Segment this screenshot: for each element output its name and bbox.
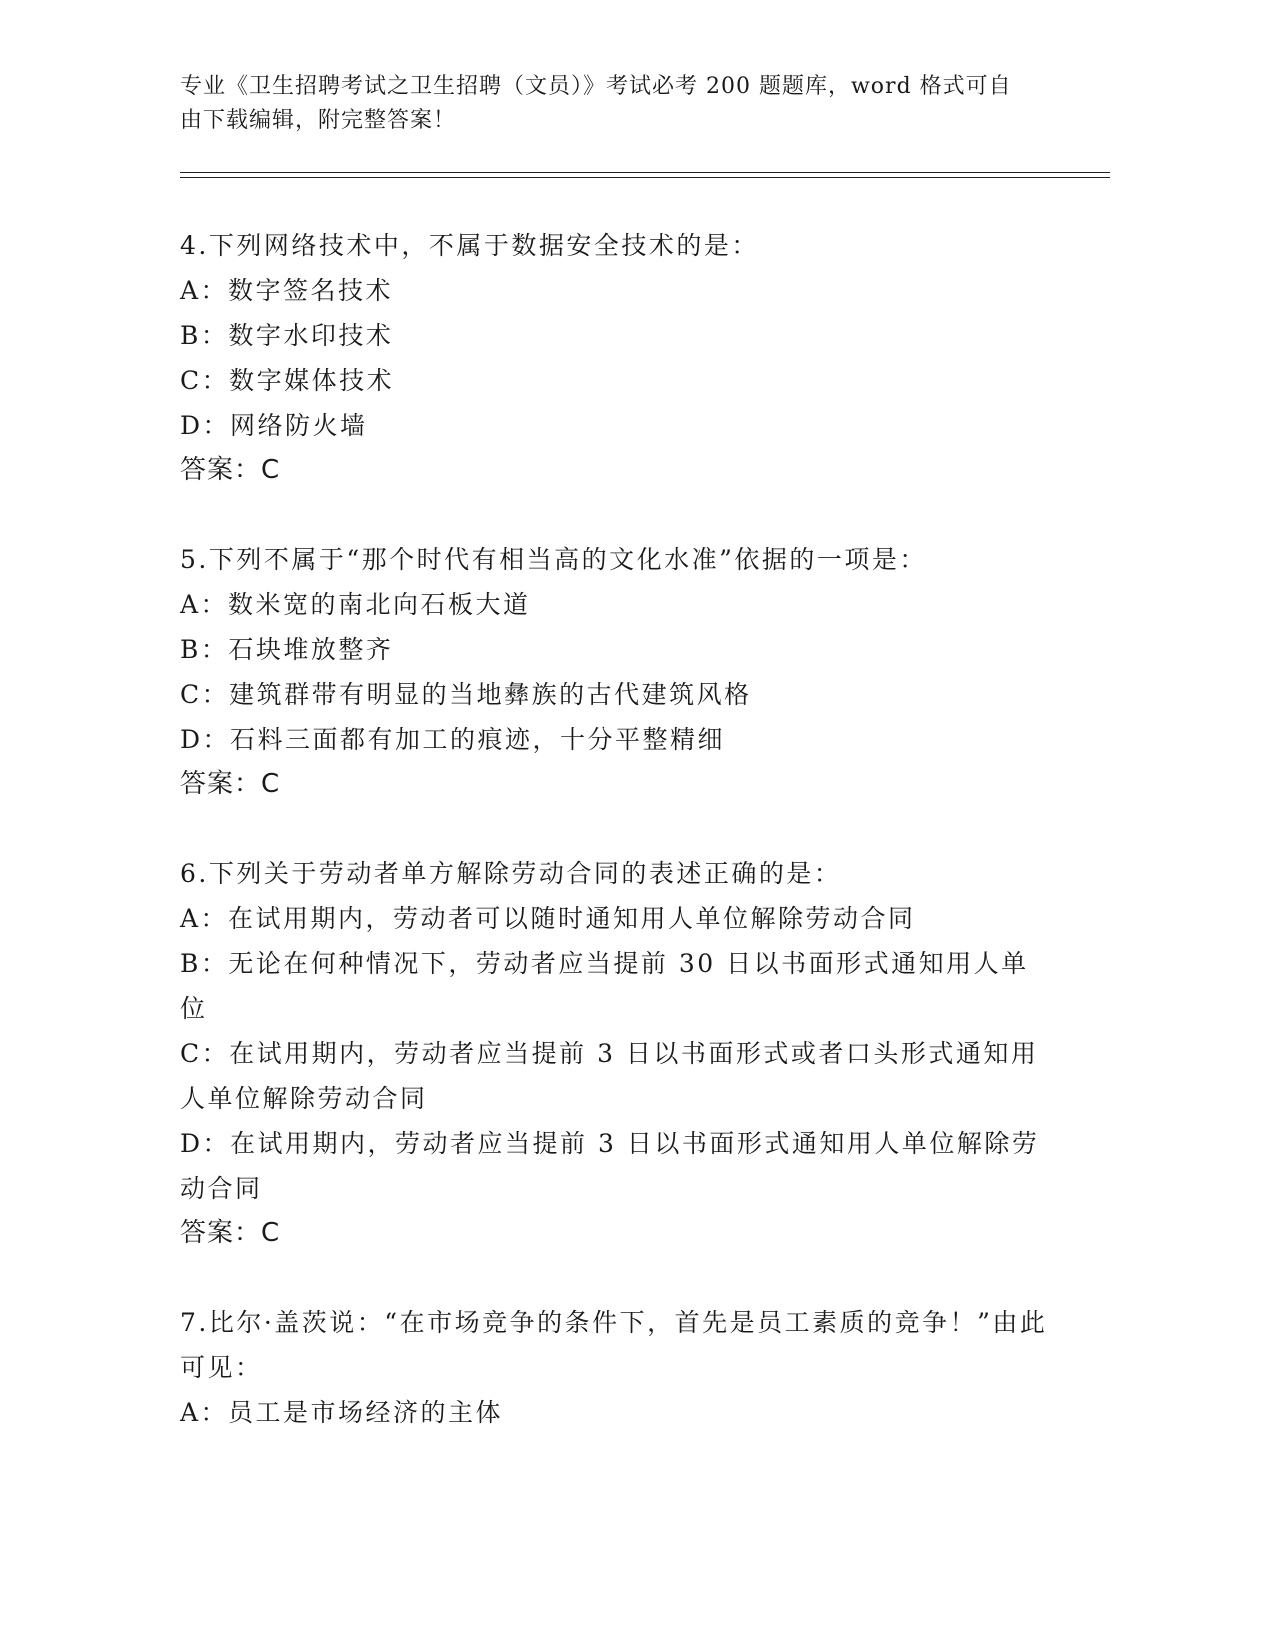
header-line-1: 专业《卫生招聘考试之卫生招聘（文员）》考试必考 200 题题库，word 格式可自 [180, 74, 1012, 99]
option-b: B：无论在何种情况下，劳动者应当提前 30 日以书面形式通知用人单位 [180, 949, 1029, 1023]
option-a: A：员工是市场经济的主体 [180, 1398, 504, 1427]
option-d: D：网络防火墙 [180, 411, 368, 440]
option-a: A：在试用期内，劳动者可以随时通知用人单位解除劳动合同 [180, 904, 916, 933]
option-d: D：石料三面都有加工的痕迹，十分平整精细 [180, 725, 726, 754]
question-list [180, 223, 1050, 1480]
header-divider-top [180, 172, 1110, 173]
answer-label: 答案：C [180, 1218, 281, 1248]
question-4 [180, 223, 1050, 492]
option-c: C：建筑群带有明显的当地彝族的古代建筑风格 [180, 680, 752, 709]
option-b: B：数字水印技术 [180, 321, 394, 350]
question-stem: 4.下列网络技术中，不属于数据安全技术的是： [180, 231, 759, 260]
question-stem: 7.比尔·盖茨说：“在市场竞争的条件下，首先是员工素质的竞争！”由此可见： [180, 1308, 1048, 1382]
question-stem: 6.下列关于劳动者单方解除劳动合同的表述正确的是： [180, 859, 842, 888]
question-5 [180, 537, 1050, 806]
option-d: D：在试用期内，劳动者应当提前 3 日以书面形式通知用人单位解除劳动合同 [180, 1129, 1040, 1203]
question-stem: 5.下列不属于“那个时代有相当高的文化水准”依据的一项是： [180, 545, 927, 574]
option-c: C：在试用期内，劳动者应当提前 3 日以书面形式或者口头形式通知用人单位解除劳动合同 [180, 1039, 1039, 1113]
option-b: B：石块堆放整齐 [180, 635, 394, 664]
header-divider-bottom [180, 177, 1110, 178]
question-7 [180, 1300, 1050, 1435]
option-a: A：数字签名技术 [180, 276, 394, 305]
answer-label: 答案：C [180, 769, 281, 799]
option-a: A：数米宽的南北向石板大道 [180, 590, 531, 619]
option-c: C：数字媒体技术 [180, 366, 395, 395]
answer-label: 答案：C [180, 455, 281, 485]
header-line-2: 由下载编辑，附完整答案！ [180, 108, 457, 133]
document-header [180, 70, 1050, 138]
question-6 [180, 851, 1050, 1255]
